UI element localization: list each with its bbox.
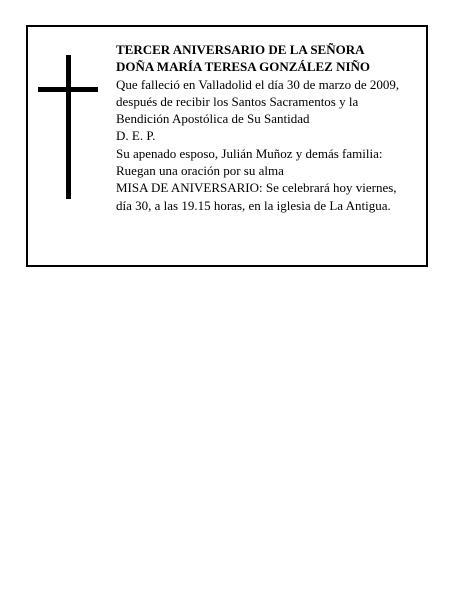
obituary-notice — [26, 25, 428, 267]
cross-horizontal-bar — [38, 87, 98, 92]
notice-line-family: Su apenado esposo, Julián Muñoz y demás familia: — [116, 145, 383, 161]
cross-vertical-bar — [66, 55, 71, 199]
notice-heading-anniversary: TERCER ANIVERSARIO DE LA SEÑORA — [116, 42, 365, 57]
notice-line-prayer: Ruegan una oración por su alma — [116, 163, 284, 179]
notice-line-mass: MISA DE ANIVERSARIO: Se celebrará hoy viernes, — [116, 180, 397, 196]
notice-line-mass-details: día 30, a las 19.15 horas, en la iglesia de La Antigua. — [116, 197, 391, 213]
notice-heading-name: DOÑA MARÍA TERESA GONZÁLEZ NIÑO — [116, 59, 371, 75]
notice-text — [116, 41, 420, 214]
notice-line-sacraments: después de recibir los Santos Sacramentos y la — [116, 93, 359, 109]
notice-line-blessing: Bendición Apostólica de Su Santidad — [116, 111, 310, 127]
latin-cross-icon — [38, 55, 98, 199]
notice-line-dep: D. E. P. — [116, 128, 156, 144]
notice-line-death: Que falleció en Valladolid el día 30 de marzo de 2009, — [116, 76, 400, 92]
